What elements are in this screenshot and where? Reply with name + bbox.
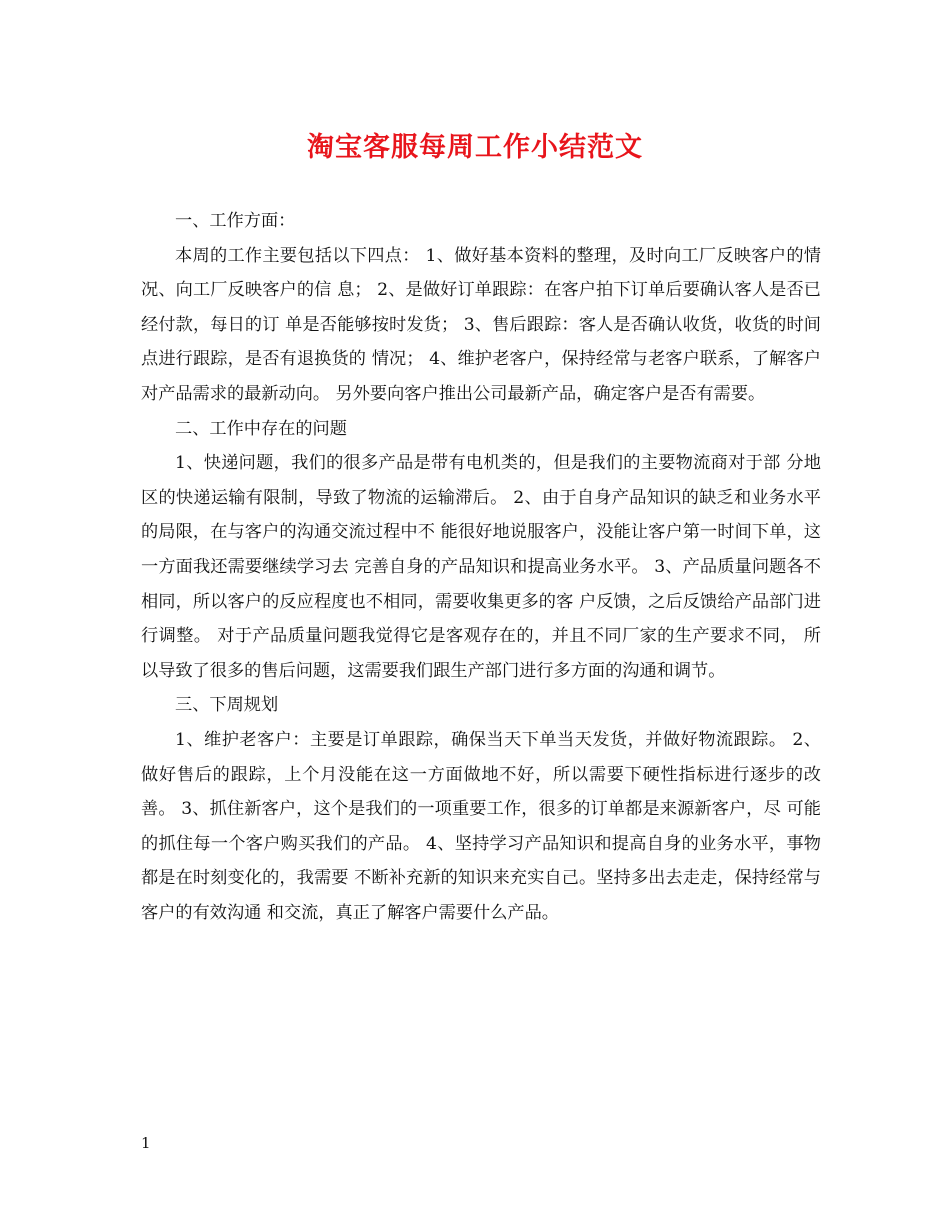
paragraph-plan-content: 1、维护老客户：主要是订单跟踪，确保当天下单当天发货，并做好物流跟踪。 2、做好售后的跟踪，上个月没能在这一方面做地不好，所以需要下硬性指标进行逐步的改善。 3、抓住新客户，这个是我们的一项重要工作，很多的订单都是来源新客户，尽 可能的抓住每一个客户购买我们的产品。 4、坚持学习产品知识和提高自身的业务水平，事物都是在时刻变化的，我需要 不断补充新的知识来充实自己。坚持多出去走走，保持经常与客户的有效沟通 和交流，真正了解客户需要什么产品。 — [141, 729, 821, 923]
section-heading-problems: 二、工作中存在的问题 — [175, 418, 347, 439]
section-heading-work: 一、工作方面： — [175, 211, 296, 231]
paragraph-problems-content: 1、快递问题，我们的很多产品是带有电机类的，但是我们的主要物流商对于部 分地区的快递运输有限制，导致了物流的运输滞后。 2、由于自身产品知识的缺乏和业务水平的局限，在与客户的沟通交流过程中不 能很好地说服客户，没能让客户第一时间下单，这一方面我还需要继续学习去 完善自身的产品知识和提高业务水平。 3、产品质量问题各不相同，所以客户的反应程度也不相同，需要收集更多的客 户反馈，之后反馈给产品部门进行调整。 对于产品质量问题我觉得它是客观存在的，并且不同厂家的生产要求不同， 所以导致了很多的售后问题，这需要我们跟生产部门进行多方面的沟通和调节。 — [141, 453, 821, 681]
section-heading-plan: 三、下周规划 — [175, 695, 279, 716]
page-number: 1 — [141, 1134, 151, 1152]
paragraph-work-content: 本周的工作主要包括以下四点： 1、做好基本资料的整理，及时向工厂反映客户的情况、向工厂反映客户的信 息； 2、是做好订单跟踪：在客户拍下订单后要确认客人是否已经付款，每日的订 单是否能够按时发货； 3、售后跟踪：客人是否确认收货，收货的时间点进行跟踪，是否有退换货的 情况； 4、维护老客户，保持经常与老客户联系，了解客户对产品需求的最新动向。 另外要向客户推出公司最新产品，确定客户是否有需要。 — [141, 245, 821, 404]
document-body — [141, 204, 821, 930]
document-title: 淘宝客服每周工作小结范文 — [307, 132, 643, 163]
